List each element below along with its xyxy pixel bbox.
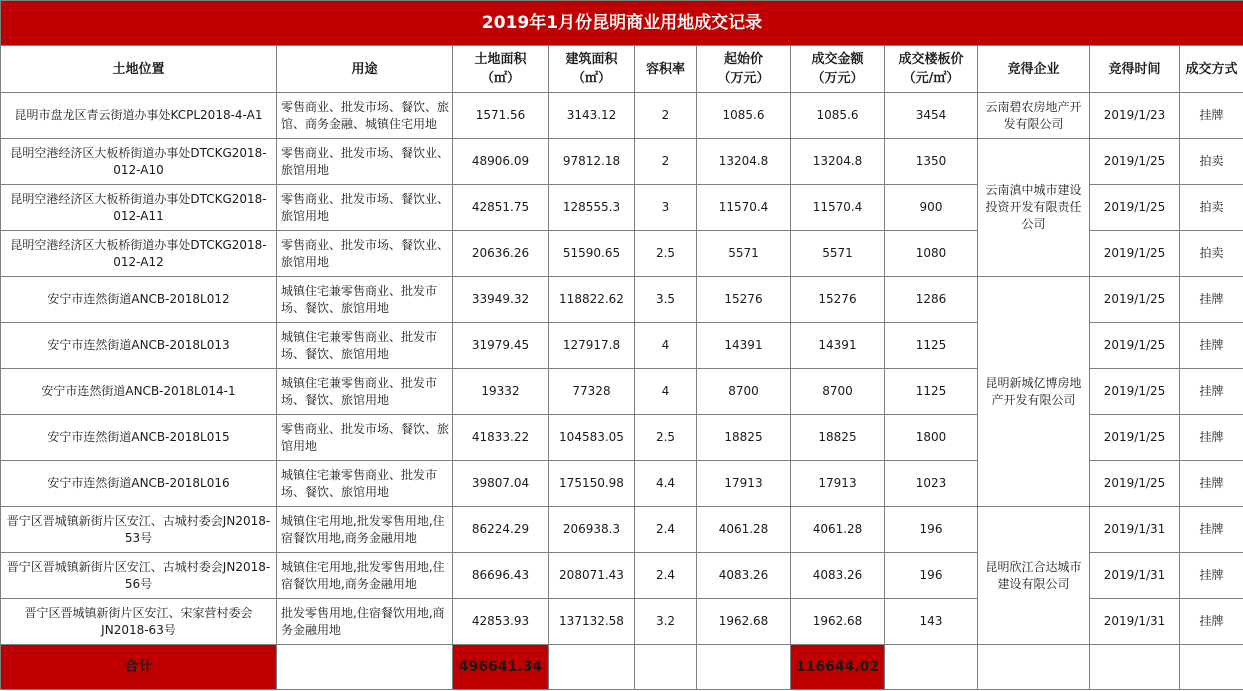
cell-use: 城镇住宅兼零售商业、批发市场、餐饮、旅馆用地 — [277, 461, 453, 507]
cell-start-price: 15276 — [697, 277, 791, 323]
cell-floor-price: 900 — [885, 185, 978, 231]
cell-land-area: 31979.45 — [453, 323, 549, 369]
cell-method: 拍卖 — [1180, 185, 1243, 231]
cell-build-area: 175150.98 — [549, 461, 635, 507]
cell-location: 安宁市连然街道ANCB-2018L014-1 — [1, 369, 277, 415]
cell-use: 城镇住宅用地,批发零售用地,住宿餐饮用地,商务金融用地 — [277, 553, 453, 599]
cell-floor-price: 3454 — [885, 93, 978, 139]
total-empty-cell — [885, 645, 978, 690]
cell-build-area: 51590.65 — [549, 231, 635, 277]
cell-plot-ratio: 2.4 — [635, 553, 697, 599]
cell-method: 挂牌 — [1180, 93, 1243, 139]
cell-floor-price: 1800 — [885, 415, 978, 461]
cell-date: 2019/1/25 — [1090, 231, 1180, 277]
cell-build-area: 97812.18 — [549, 139, 635, 185]
cell-floor-price: 1286 — [885, 277, 978, 323]
cell-use: 城镇住宅兼零售商业、批发市场、餐饮、旅馆用地 — [277, 277, 453, 323]
cell-floor-price: 1125 — [885, 369, 978, 415]
header-date: 竞得时间 — [1090, 46, 1180, 93]
header-floor-price: 成交楼板价 （元/㎡） — [885, 46, 978, 93]
cell-location: 昆明市盘龙区青云街道办事处KCPL2018-4-A1 — [1, 93, 277, 139]
cell-floor-price: 196 — [885, 507, 978, 553]
cell-start-price: 1962.68 — [697, 599, 791, 645]
cell-plot-ratio: 3 — [635, 185, 697, 231]
table-title: 2019年1月份昆明商业用地成交记录 — [1, 1, 1243, 46]
total-empty-cell — [1180, 645, 1243, 690]
cell-land-area: 33949.32 — [453, 277, 549, 323]
cell-use: 城镇住宅兼零售商业、批发市场、餐饮、旅馆用地 — [277, 323, 453, 369]
cell-deal-amount: 14391 — [791, 323, 885, 369]
cell-start-price: 1085.6 — [697, 93, 791, 139]
total-empty-cell — [1090, 645, 1180, 690]
cell-build-area: 3143.12 — [549, 93, 635, 139]
cell-deal-amount: 8700 — [791, 369, 885, 415]
total-row — [1, 645, 1243, 690]
total-deal-amount: 116644.02 — [791, 645, 885, 690]
cell-location: 昆明空港经济区大板桥街道办事处DTCKG2018-012-A12 — [1, 231, 277, 277]
title-row — [1, 1, 1243, 46]
cell-plot-ratio: 2 — [635, 93, 697, 139]
cell-start-price: 18825 — [697, 415, 791, 461]
cell-date: 2019/1/25 — [1090, 277, 1180, 323]
table-row — [1, 507, 1243, 553]
cell-plot-ratio: 2.4 — [635, 507, 697, 553]
table-row — [1, 139, 1243, 185]
cell-land-area: 48906.09 — [453, 139, 549, 185]
cell-floor-price: 1125 — [885, 323, 978, 369]
cell-build-area: 128555.3 — [549, 185, 635, 231]
cell-plot-ratio: 4.4 — [635, 461, 697, 507]
cell-method: 挂牌 — [1180, 599, 1243, 645]
cell-method: 挂牌 — [1180, 415, 1243, 461]
total-land-area: 496641.34 — [453, 645, 549, 690]
cell-build-area: 104583.05 — [549, 415, 635, 461]
cell-land-area: 42851.75 — [453, 185, 549, 231]
cell-build-area: 127917.8 — [549, 323, 635, 369]
cell-location: 安宁市连然街道ANCB-2018L012 — [1, 277, 277, 323]
cell-deal-amount: 4083.26 — [791, 553, 885, 599]
cell-build-area: 208071.43 — [549, 553, 635, 599]
cell-start-price: 14391 — [697, 323, 791, 369]
cell-method: 挂牌 — [1180, 461, 1243, 507]
cell-location: 昆明空港经济区大板桥街道办事处DTCKG2018-012-A11 — [1, 185, 277, 231]
header-start-price: 起始价 （万元） — [697, 46, 791, 93]
cell-date: 2019/1/31 — [1090, 553, 1180, 599]
total-empty-cell — [635, 645, 697, 690]
cell-use: 城镇住宅兼零售商业、批发市场、餐饮、旅馆用地 — [277, 369, 453, 415]
cell-use: 零售商业、批发市场、餐饮业、旅馆用地 — [277, 139, 453, 185]
cell-build-area: 77328 — [549, 369, 635, 415]
cell-land-area: 20636.26 — [453, 231, 549, 277]
cell-location: 安宁市连然街道ANCB-2018L015 — [1, 415, 277, 461]
total-empty-cell — [277, 645, 453, 690]
cell-deal-amount: 4061.28 — [791, 507, 885, 553]
cell-deal-amount: 1962.68 — [791, 599, 885, 645]
cell-use: 零售商业、批发市场、餐饮业、旅馆用地 — [277, 231, 453, 277]
cell-plot-ratio: 4 — [635, 369, 697, 415]
cell-method: 拍卖 — [1180, 231, 1243, 277]
cell-method: 挂牌 — [1180, 553, 1243, 599]
cell-floor-price: 1080 — [885, 231, 978, 277]
cell-location: 安宁市连然街道ANCB-2018L016 — [1, 461, 277, 507]
cell-method: 挂牌 — [1180, 369, 1243, 415]
cell-use: 批发零售用地,住宿餐饮用地,商务金融用地 — [277, 599, 453, 645]
cell-date: 2019/1/25 — [1090, 139, 1180, 185]
header-deal-amount: 成交金额 （万元） — [791, 46, 885, 93]
cell-company: 昆明新城亿博房地产开发有限公司 — [978, 277, 1090, 507]
cell-plot-ratio: 3.2 — [635, 599, 697, 645]
cell-build-area: 206938.3 — [549, 507, 635, 553]
cell-start-price: 13204.8 — [697, 139, 791, 185]
cell-date: 2019/1/25 — [1090, 461, 1180, 507]
cell-location: 晋宁区晋城镇新街片区安江、宋家营村委会JN2018-63号 — [1, 599, 277, 645]
cell-deal-amount: 15276 — [791, 277, 885, 323]
cell-deal-amount: 13204.8 — [791, 139, 885, 185]
header-land-area: 土地面积 （㎡） — [453, 46, 549, 93]
cell-deal-amount: 18825 — [791, 415, 885, 461]
total-empty-cell — [549, 645, 635, 690]
cell-floor-price: 1023 — [885, 461, 978, 507]
cell-method: 挂牌 — [1180, 323, 1243, 369]
total-empty-cell — [697, 645, 791, 690]
cell-use: 零售商业、批发市场、餐饮、旅馆、商务金融、城镇住宅用地 — [277, 93, 453, 139]
cell-land-area: 86696.43 — [453, 553, 549, 599]
cell-plot-ratio: 2.5 — [635, 415, 697, 461]
total-label: 合计 — [1, 645, 277, 690]
header-build-area: 建筑面积 （㎡） — [549, 46, 635, 93]
cell-start-price: 5571 — [697, 231, 791, 277]
cell-start-price: 4083.26 — [697, 553, 791, 599]
cell-floor-price: 1350 — [885, 139, 978, 185]
cell-date: 2019/1/31 — [1090, 599, 1180, 645]
cell-date: 2019/1/25 — [1090, 185, 1180, 231]
cell-deal-amount: 1085.6 — [791, 93, 885, 139]
cell-start-price: 4061.28 — [697, 507, 791, 553]
cell-use: 零售商业、批发市场、餐饮、旅馆用地 — [277, 415, 453, 461]
header-use: 用途 — [277, 46, 453, 93]
cell-date: 2019/1/23 — [1090, 93, 1180, 139]
cell-plot-ratio: 3.5 — [635, 277, 697, 323]
cell-deal-amount: 5571 — [791, 231, 885, 277]
cell-use: 城镇住宅用地,批发零售用地,住宿餐饮用地,商务金融用地 — [277, 507, 453, 553]
cell-method: 挂牌 — [1180, 277, 1243, 323]
cell-company: 云南碧农房地产开发有限公司 — [978, 93, 1090, 139]
cell-land-area: 39807.04 — [453, 461, 549, 507]
cell-date: 2019/1/25 — [1090, 415, 1180, 461]
cell-company: 昆明欣江合达城市建设有限公司 — [978, 507, 1090, 645]
cell-land-area: 86224.29 — [453, 507, 549, 553]
cell-location: 昆明空港经济区大板桥街道办事处DTCKG2018-012-A10 — [1, 139, 277, 185]
cell-land-area: 1571.56 — [453, 93, 549, 139]
header-row — [1, 46, 1243, 93]
cell-land-area: 41833.22 — [453, 415, 549, 461]
cell-land-area: 42853.93 — [453, 599, 549, 645]
cell-plot-ratio: 2.5 — [635, 231, 697, 277]
header-method: 成交方式 — [1180, 46, 1243, 93]
cell-build-area: 118822.62 — [549, 277, 635, 323]
cell-location: 晋宁区晋城镇新街片区安江、古城村委会JN2018-53号 — [1, 507, 277, 553]
header-plot-ratio: 容积率 — [635, 46, 697, 93]
cell-location: 晋宁区晋城镇新街片区安江、古城村委会JN2018-56号 — [1, 553, 277, 599]
cell-plot-ratio: 4 — [635, 323, 697, 369]
cell-floor-price: 143 — [885, 599, 978, 645]
cell-use: 零售商业、批发市场、餐饮业、旅馆用地 — [277, 185, 453, 231]
cell-date: 2019/1/25 — [1090, 369, 1180, 415]
table-row — [1, 277, 1243, 323]
cell-deal-amount: 17913 — [791, 461, 885, 507]
cell-date: 2019/1/25 — [1090, 323, 1180, 369]
cell-build-area: 137132.58 — [549, 599, 635, 645]
cell-start-price: 17913 — [697, 461, 791, 507]
header-company: 竞得企业 — [978, 46, 1090, 93]
table-row — [1, 93, 1243, 139]
cell-land-area: 19332 — [453, 369, 549, 415]
total-empty-cell — [978, 645, 1090, 690]
cell-location: 安宁市连然街道ANCB-2018L013 — [1, 323, 277, 369]
cell-method: 拍卖 — [1180, 139, 1243, 185]
cell-plot-ratio: 2 — [635, 139, 697, 185]
cell-date: 2019/1/31 — [1090, 507, 1180, 553]
cell-company: 云南滇中城市建设投资开发有限责任公司 — [978, 139, 1090, 277]
cell-start-price: 8700 — [697, 369, 791, 415]
cell-start-price: 11570.4 — [697, 185, 791, 231]
cell-deal-amount: 11570.4 — [791, 185, 885, 231]
header-location: 土地位置 — [1, 46, 277, 93]
cell-method: 挂牌 — [1180, 507, 1243, 553]
cell-floor-price: 196 — [885, 553, 978, 599]
